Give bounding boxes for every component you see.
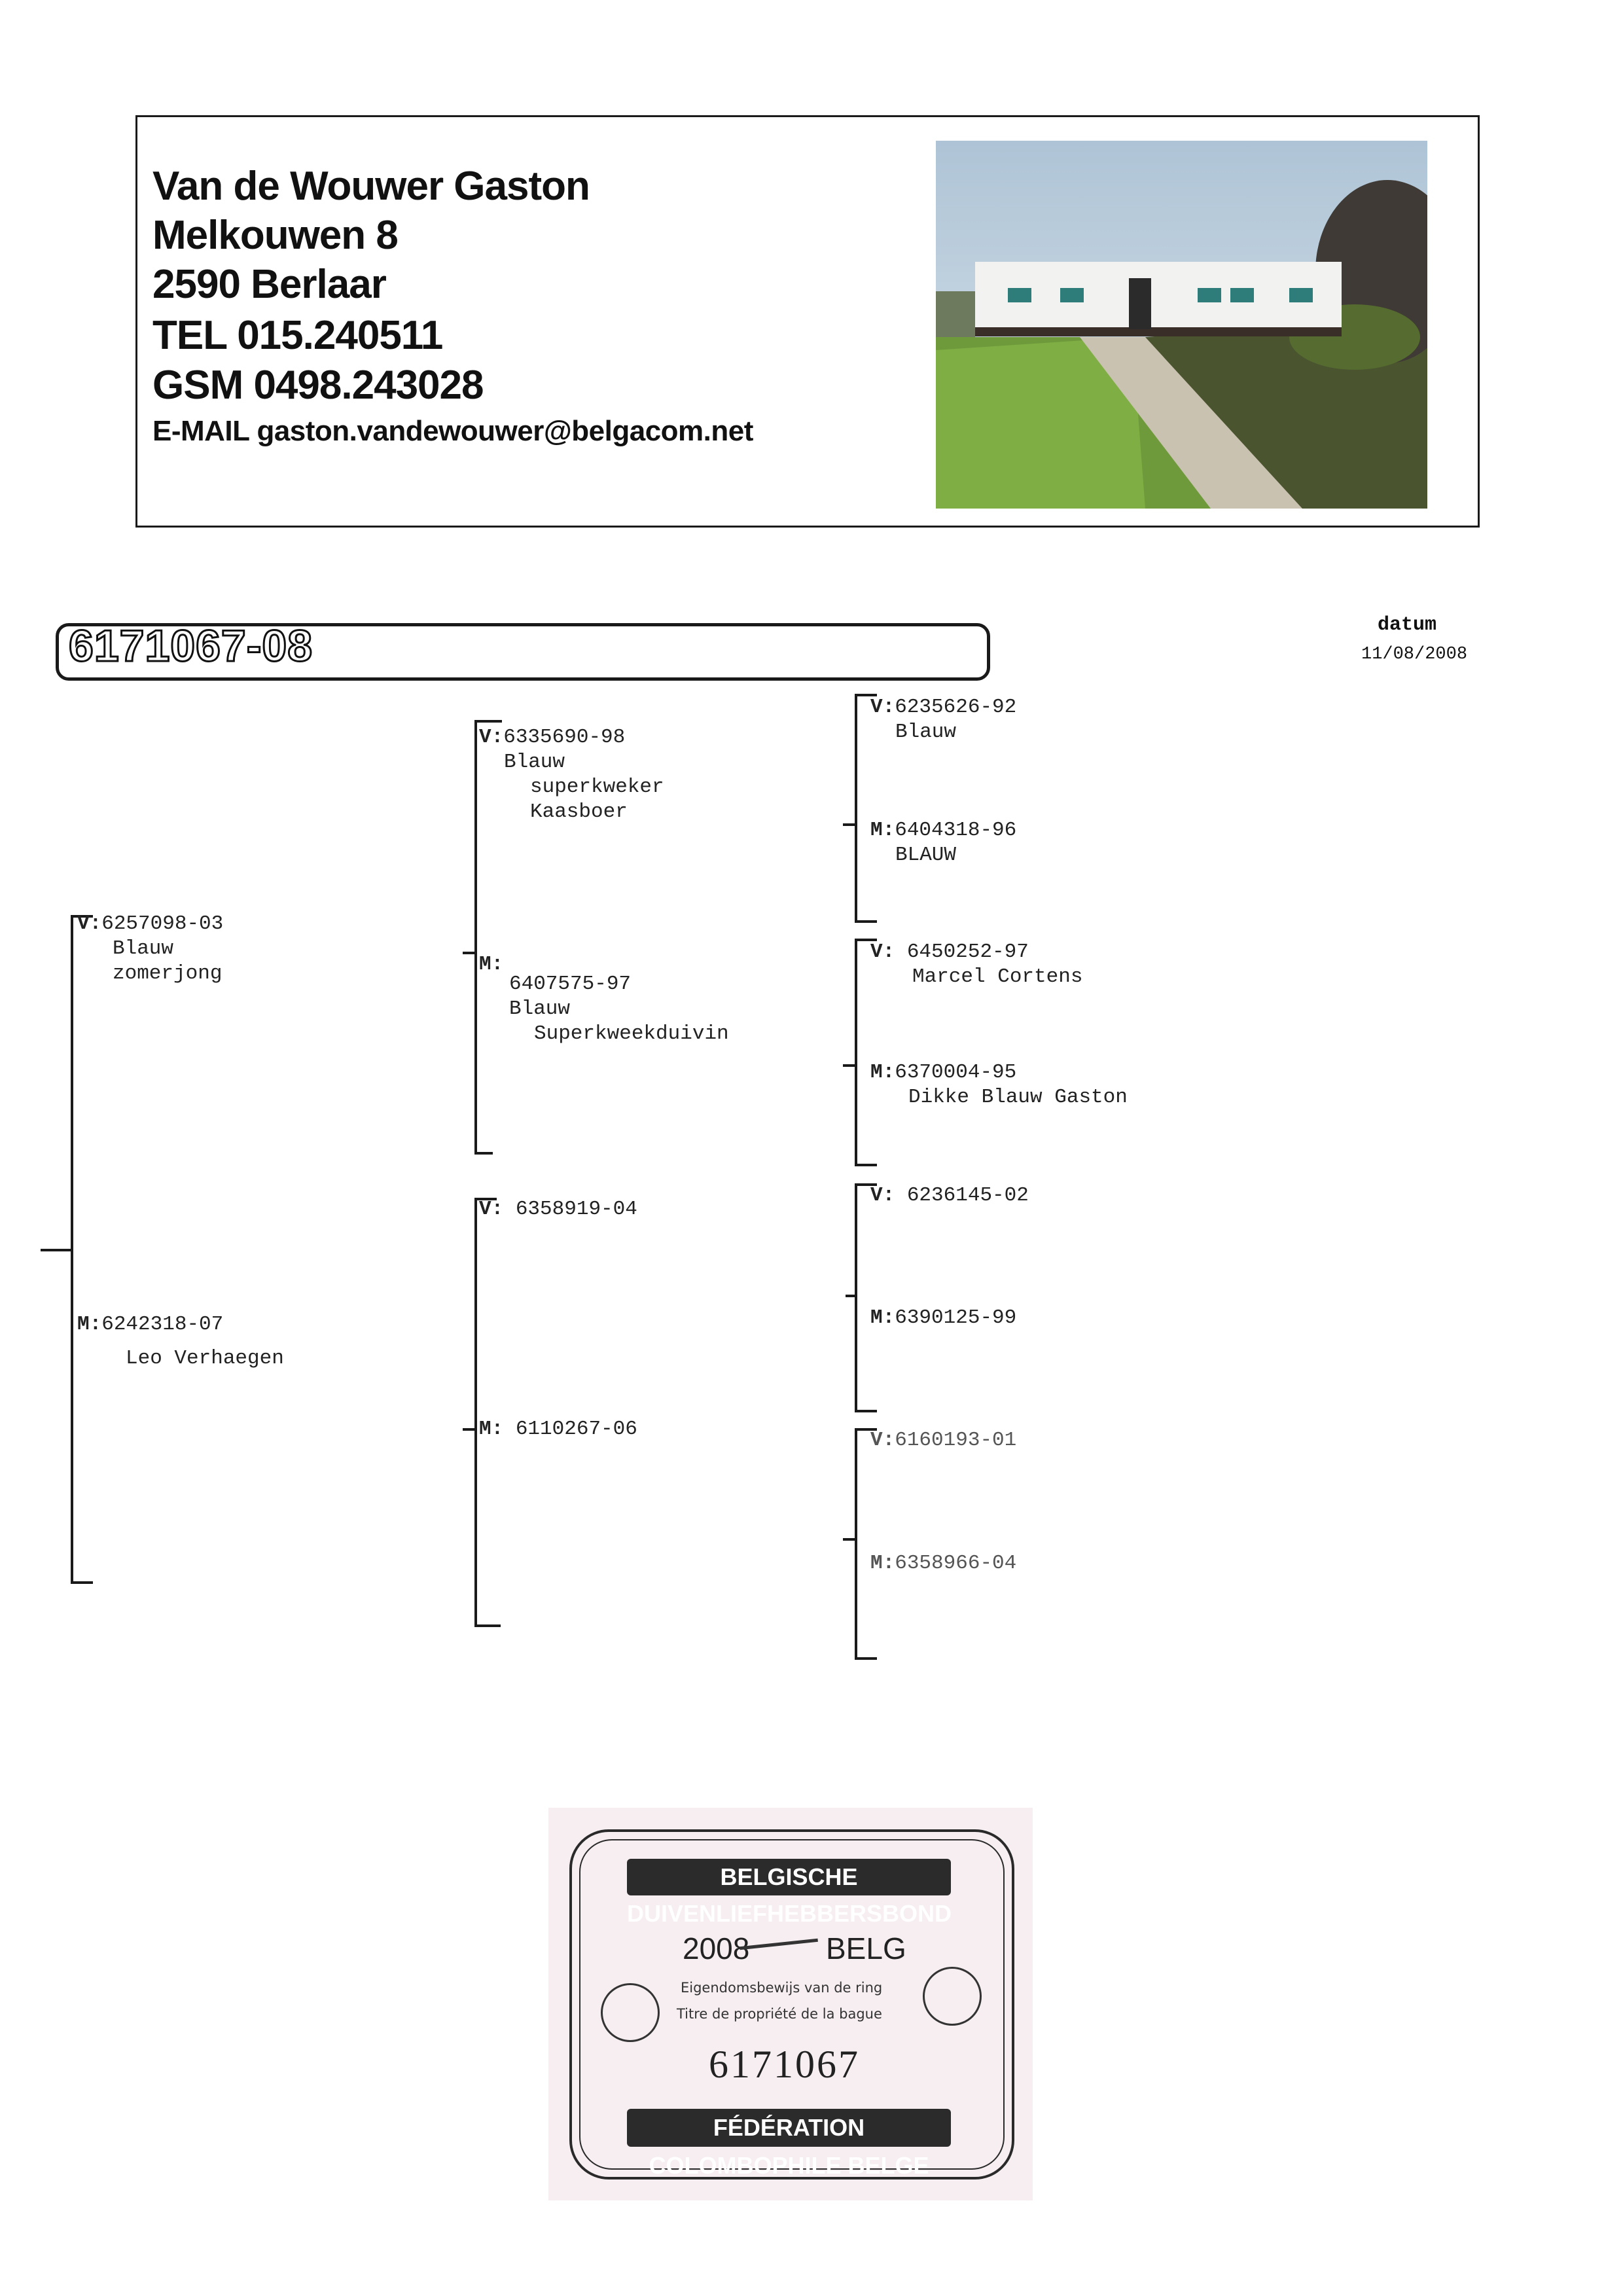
gen1-bracket <box>71 915 73 1584</box>
owner-name: Van de Wouwer Gaston <box>152 164 590 209</box>
gen3-bracket-4-bottom <box>855 1657 877 1660</box>
certificate-bottom-banner: FÉDÉRATION COLOMBOPHILE BELGE <box>627 2109 951 2147</box>
father-line-2: zomerjong <box>113 962 223 985</box>
pedigree-fmm <box>870 1060 1128 1110</box>
ff-line-1: Blauw <box>504 751 565 774</box>
gen3-bracket-2 <box>855 939 857 1166</box>
fmm-ring: 6370004-95 <box>895 1061 1017 1084</box>
mm-tag: M: <box>479 1418 504 1441</box>
fm-line-1: Blauw <box>509 997 571 1020</box>
fmm-line-1: Dikke Blauw Gaston <box>908 1086 1128 1109</box>
pedigree-fm <box>479 952 729 1047</box>
ffm-line-1: BLAUW <box>895 844 957 867</box>
pedigree-mmf <box>870 1428 1016 1453</box>
gen2-father-bracket <box>474 720 477 1155</box>
owner-mobile: GSM 0498.243028 <box>152 363 484 408</box>
gen2-father-stub <box>463 952 476 954</box>
gen3-bracket-4 <box>855 1428 857 1660</box>
pedigree-ffm <box>870 818 1016 868</box>
gen2-mother-bracket-bottom <box>474 1624 501 1627</box>
gen2-father-bracket-top <box>474 720 502 723</box>
ffm-ring: 6404318-96 <box>895 819 1017 842</box>
mmf-tag: V: <box>870 1429 895 1452</box>
gen2-mother-bracket <box>474 1198 477 1627</box>
crown-seal-icon <box>923 1967 982 2026</box>
mfm-tag: M: <box>870 1306 895 1329</box>
gen3-bracket-2-stub <box>843 1064 856 1067</box>
gen2-father-bracket-bottom <box>474 1152 493 1155</box>
fff-ring: 6235626-92 <box>895 696 1017 719</box>
gen3-bracket-3-bottom <box>855 1410 877 1412</box>
gen3-bracket-1-stub <box>843 823 856 826</box>
mff-ring: 6236145-02 <box>906 1184 1029 1207</box>
mmf-ring: 6160193-01 <box>895 1429 1017 1452</box>
fmm-tag: M: <box>870 1061 895 1084</box>
owner-street: Melkouwen 8 <box>152 213 398 258</box>
fff-tag: V: <box>870 696 895 719</box>
mf-tag: V: <box>479 1198 504 1221</box>
mmm-ring: 6358966-04 <box>895 1552 1017 1575</box>
owner-phone: TEL 015.240511 <box>152 313 443 358</box>
ff-line-2: superkweker <box>530 776 664 798</box>
certificate-ring-number: 6171067 <box>709 2043 860 2086</box>
ff-ring: 6335690-98 <box>503 726 626 749</box>
owner-email: E-MAIL gaston.vandewouwer@belgacom.net <box>152 415 753 447</box>
pedigree-mfm <box>870 1306 1016 1331</box>
pedigree-mff <box>870 1183 1029 1208</box>
fff-line-1: Blauw <box>895 721 957 744</box>
gen3-bracket-1 <box>855 694 857 923</box>
pedigree-ff <box>479 725 664 825</box>
date-value: 11/08/2008 <box>1361 645 1468 664</box>
father-line-1: Blauw <box>113 937 174 960</box>
root-stub <box>41 1249 72 1251</box>
pedigree-mf <box>479 1197 637 1222</box>
fmf-ring: 6450252-97 <box>906 941 1029 963</box>
fm-ring: 6407575-97 <box>509 973 632 996</box>
mother-line-1: Leo Verhaegen <box>126 1347 284 1370</box>
certificate-top-banner: BELGISCHE DUIVENLIEFHEBBERSBOND <box>627 1859 951 1895</box>
certificate-country: BELG <box>826 1931 906 1965</box>
left-seal-icon <box>601 1983 660 2042</box>
fmf-line-1: Marcel Cortens <box>912 965 1083 988</box>
certificate-line-french: Titre de propriété de la bague <box>677 2006 882 2022</box>
fmf-tag: V: <box>870 941 895 963</box>
gen3-bracket-3 <box>855 1183 857 1412</box>
certificate-line-dutch: Eigendomsbewijs van de ring <box>681 1980 883 1996</box>
mfm-ring: 6390125-99 <box>895 1306 1017 1329</box>
ring-number-title: 6171067-08 <box>69 621 313 671</box>
fm-tag: M: <box>479 953 504 976</box>
pedigree-mother <box>77 1312 284 1371</box>
pedigree-fmf <box>870 940 1082 990</box>
mmm-tag: M: <box>870 1552 895 1575</box>
ff-line-3: Kaasboer <box>530 800 628 823</box>
pedigree-mm <box>479 1417 637 1442</box>
mother-tag: M: <box>77 1313 102 1336</box>
father-tag: V: <box>77 912 102 935</box>
gen2-mother-stub <box>463 1428 476 1431</box>
pigeon-loft-photo <box>936 141 1427 509</box>
certificate-year: 2008 <box>683 1931 750 1965</box>
pedigree-father <box>77 912 223 986</box>
gen3-bracket-2-bottom <box>855 1164 877 1166</box>
mm-ring: 6110267-06 <box>515 1418 637 1441</box>
pedigree-mmm <box>870 1551 1016 1576</box>
gen3-bracket-1-bottom <box>855 920 877 923</box>
gen3-bracket-3-stub <box>846 1295 856 1297</box>
mff-tag: V: <box>870 1184 895 1207</box>
fm-line-2: Superkweekduivin <box>534 1022 729 1045</box>
date-label: datum <box>1378 614 1437 636</box>
gen3-bracket-4-stub <box>843 1538 856 1541</box>
mf-ring: 6358919-04 <box>515 1198 637 1221</box>
mother-ring: 6242318-07 <box>101 1313 224 1336</box>
ffm-tag: M: <box>870 819 895 842</box>
owner-city: 2590 Berlaar <box>152 262 386 307</box>
pedigree-fff <box>870 695 1016 745</box>
father-ring: 6257098-03 <box>101 912 224 935</box>
ff-tag: V: <box>479 726 504 749</box>
gen1-bracket-bottom <box>71 1581 93 1584</box>
